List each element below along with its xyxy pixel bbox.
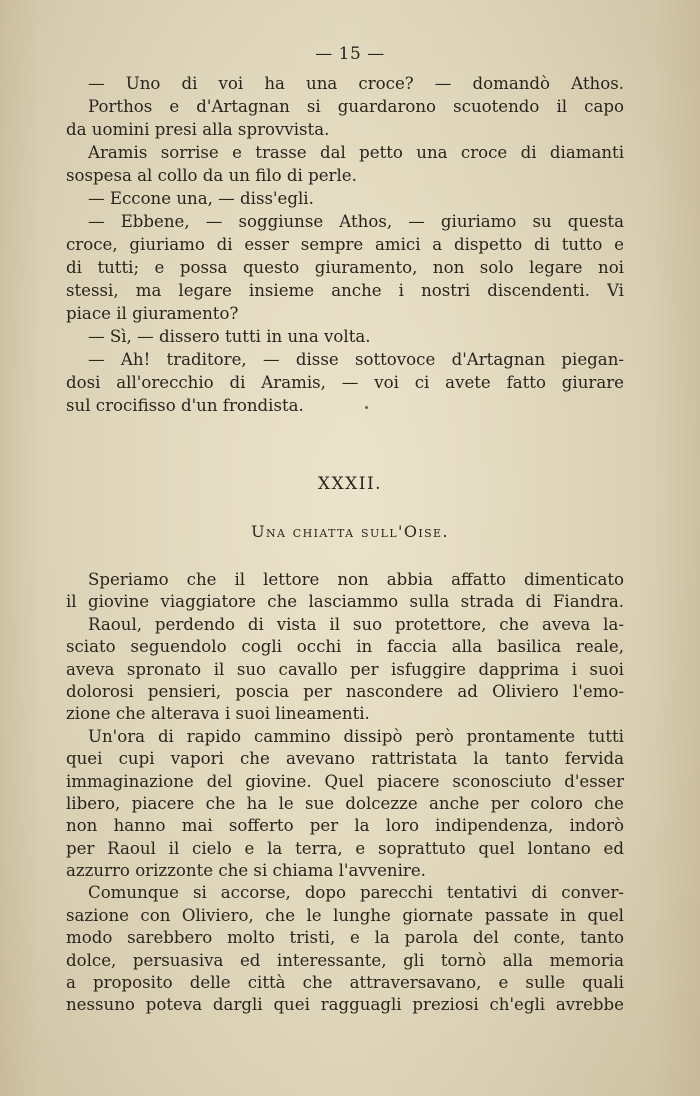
text-line: non hanno mai sofferto per la loro indipendenza, indorò [66,816,624,836]
text-line: modo sarebbero molto tristi, e la parola del conte, tanto [66,928,624,948]
text-line: Comunque si accorse, dopo parecchi tentativi di conver- [88,883,624,903]
text-line: dosi all'orecchio di Aramis, — voi ci avete fatto giurare [66,373,624,392]
text-line: Aramis sorrise e trasse dal petto una croce di diamanti [88,143,624,162]
text-line: di tutti; e possa questo giuramento, non solo legare noi [66,258,624,277]
text-line: per Raoul il cielo e la terra, e soprattuto quel lontano ed [66,838,624,858]
text-line: Speriamo che il lettore non abbia affatto dimenticato [88,570,624,589]
chapter-title: Una chiatta sull'Oise. [251,522,449,541]
text-line: stessi, ma legare insieme anche i nostri discendenti. Vi [66,281,624,300]
text-line: — Ah! traditore, — disse sottovoce d'Artagnan piegan- [88,350,624,369]
page-number: — 15 — [315,44,385,64]
text-line: sul crocifisso d'un frondista. [66,396,304,415]
text-line: azzurro orizzonte che si chiama l'avvenire. [66,861,426,881]
chapter-number: XXXII. [317,474,383,494]
text-line: libero, piacere che ha le sue dolcezze anche per coloro che [66,793,624,813]
text-line: aveva spronato il suo cavallo per isfuggire dapprima i suoi [66,659,624,679]
text-line: — Uno di voi ha una croce? — domandò Athos. [88,74,624,93]
text-line: Raoul, perdendo di vista il suo protettore, che aveva la- [88,614,624,634]
text-line: sciato seguendolo cogli occhi in faccia alla basilica reale, [66,637,624,657]
text-line: nessuno poteva dargli quei ragguagli preziosi ch'egli avrebbe [66,995,624,1015]
text-line: dolorosi pensieri, poscia per nascondere ad Oliviero l'emo- [66,681,624,701]
text-line: Porthos e d'Artagnan si guardarono scuotendo il capo [88,97,624,116]
text-line: il giovine viaggiatore che lasciammo sulla strada di Fiandra. [66,592,624,612]
text-line: — Eccone una, — diss'egli. [88,189,314,208]
ink-speck [365,406,368,409]
top-text-block [66,72,624,417]
text-line: sospesa al collo da un filo di perle. [66,166,357,185]
text-line: piace il giuramento? [66,304,239,323]
text-line: zione che alterava i suoi lineamenti. [66,704,370,724]
text-line: a proposito delle città che attraversavano, e sulle quali [66,973,624,993]
text-line: dolce, persuasiva ed interessante, gli tornò alla memoria [66,950,624,970]
text-line: da uomini presi alla sprovvista. [66,120,330,139]
text-line: — Sì, — dissero tutti in una volta. [88,327,371,346]
text-line: immaginazione del giovine. Quel piacere sconosciuto d'esser [66,771,624,791]
text-line: quei cupi vapori che avevano rattristata la tanto fervida [66,749,624,769]
text-line: croce, giuriamo di esser sempre amici a dispetto di tutto e [66,235,624,254]
text-line: — Ebbene, — soggiunse Athos, — giuriamo su questa [88,212,624,231]
text-line: Un'ora di rapido cammino dissipò però prontamente tutti [88,726,624,746]
text-line: sazione con Oliviero, che le lunghe giornate passate in quel [66,905,624,925]
bottom-text-block [66,569,624,1017]
